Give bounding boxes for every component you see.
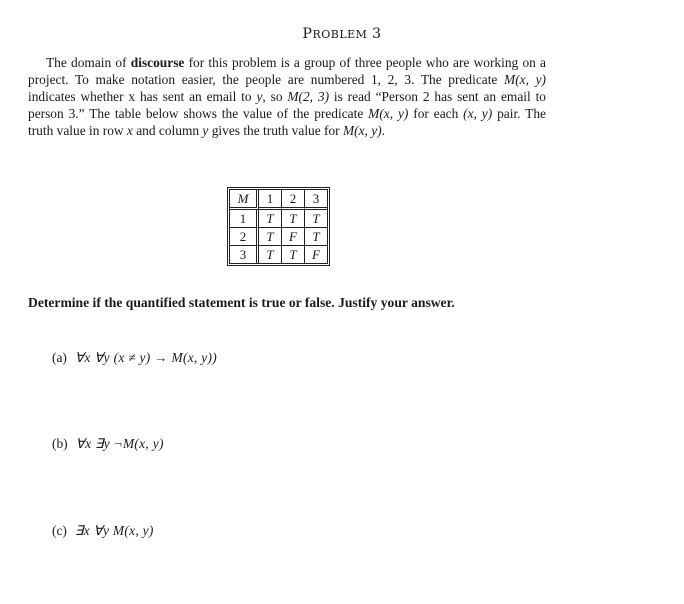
table-row (230, 210, 327, 228)
problem-title: PROBLEM 3 (302, 26, 382, 42)
part-label: (b) (52, 436, 68, 451)
table-row (230, 228, 327, 246)
table-cell: F (282, 228, 305, 246)
truth-table-container (229, 189, 328, 264)
part-c (52, 523, 154, 539)
table-corner-label: M (230, 190, 259, 210)
part-expression: ∀x ∃y ¬M(x, y) (75, 436, 164, 451)
part-expression: ∃x ∀y M(x, y) (74, 523, 154, 538)
problem-intro-paragraph: The domain of discourse for this problem is a group of three people who are working on a project. To make notation easier, the people are numbered 1, 2, 3. The predicate M(x, y) indicates whether x has sent an email to y, so M(2, 3) is read “Person 2 has sent an email to person 3.” The table below shows the value of the predicate M(x, y) for each (x, y) pair. The truth value in row x and column y gives the truth value for M(x, y). (28, 55, 547, 138)
column-header: 3 (305, 190, 327, 210)
table-cell: T (305, 228, 327, 246)
row-header: 3 (230, 246, 259, 263)
part-a (52, 350, 217, 366)
part-label: (c) (52, 523, 67, 538)
table-cell: T (259, 210, 282, 228)
table-cell: F (312, 247, 320, 262)
part-b (52, 436, 164, 452)
part-label: (a) (52, 350, 67, 365)
part-expression: ∀x ∀y (x ≠ y) → M(x, y)) (74, 350, 218, 365)
table-cell: T (282, 210, 305, 228)
table-cell: T (259, 228, 282, 246)
column-header: 1 (259, 190, 282, 210)
table-cell: T (282, 246, 305, 263)
table-header-row (230, 190, 327, 210)
table-cell: T (259, 246, 282, 263)
table-cell: T (305, 210, 327, 228)
truth-table (229, 189, 328, 264)
bold-term: discourse (130, 55, 185, 70)
column-header: 2 (282, 190, 305, 210)
row-header: 1 (230, 210, 259, 228)
table-row (230, 246, 327, 263)
instruction-prompt: Determine if the quantified statement is true or false. Justify your answer. (28, 295, 455, 310)
row-header: 2 (230, 228, 259, 246)
